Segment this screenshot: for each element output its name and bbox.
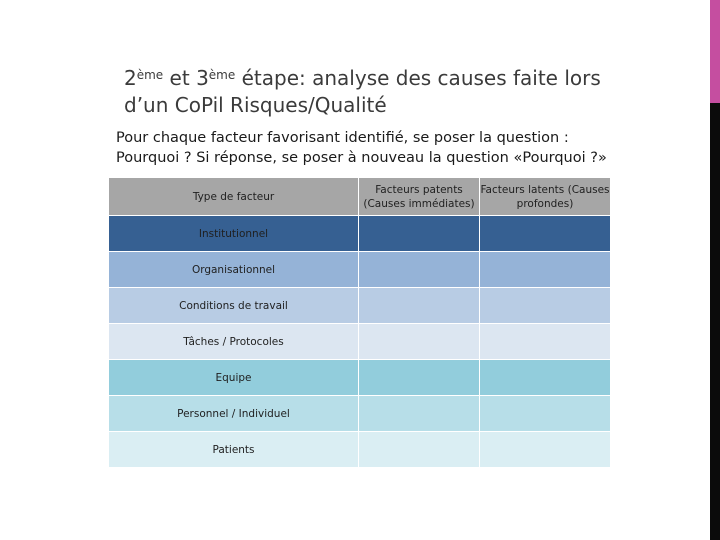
cell-latents xyxy=(480,432,611,468)
side-bar-accent xyxy=(710,0,720,103)
cell-latents xyxy=(480,396,611,432)
table-row xyxy=(109,360,611,396)
table-header-row xyxy=(109,178,611,216)
table-row xyxy=(109,288,611,324)
row-label: Organisationnel xyxy=(109,252,359,288)
row-label: Conditions de travail xyxy=(109,288,359,324)
cell-latents xyxy=(480,252,611,288)
title-part1: 2 xyxy=(124,66,137,90)
cell-latents xyxy=(480,288,611,324)
header-facteurs-latents: Facteurs latents (Causes profondes) xyxy=(480,178,611,216)
cell-patents xyxy=(359,360,480,396)
subtitle-line2: Pourquoi ? Si réponse, se poser à nouveau la question «Pourquoi ?» xyxy=(116,150,607,166)
cell-patents xyxy=(359,216,480,252)
header-facteurs-patents: Facteurs patents (Causes immédiates) xyxy=(359,178,480,216)
title-sup2: ème xyxy=(208,68,236,82)
subtitle-line1: Pour chaque facteur favorisant identifié, se poser la question : xyxy=(116,130,569,146)
cell-latents xyxy=(480,324,611,360)
slide-title xyxy=(124,62,604,119)
cell-patents xyxy=(359,396,480,432)
header-type-facteur: Type de facteur xyxy=(109,178,359,216)
row-label: Patients xyxy=(109,432,359,468)
title-part2: et 3 xyxy=(163,66,209,90)
title-line2: d’un CoPil Risques/Qualité xyxy=(124,93,387,117)
title-sup1: ème xyxy=(136,68,164,82)
row-label: Tâches / Protocoles xyxy=(109,324,359,360)
slide-subtitle xyxy=(116,128,616,168)
row-label: Institutionnel xyxy=(109,216,359,252)
cell-patents xyxy=(359,324,480,360)
table-row xyxy=(109,324,611,360)
row-label: Personnel / Individuel xyxy=(109,396,359,432)
cell-latents xyxy=(480,216,611,252)
row-label: Equipe xyxy=(109,360,359,396)
table-row xyxy=(109,252,611,288)
table-row xyxy=(109,396,611,432)
table-row xyxy=(109,216,611,252)
title-part3: étape: analyse des causes faite lors xyxy=(235,66,601,90)
cell-patents xyxy=(359,252,480,288)
cell-patents xyxy=(359,432,480,468)
factors-table xyxy=(108,177,611,468)
cell-latents xyxy=(480,360,611,396)
table-row xyxy=(109,432,611,468)
cell-patents xyxy=(359,288,480,324)
